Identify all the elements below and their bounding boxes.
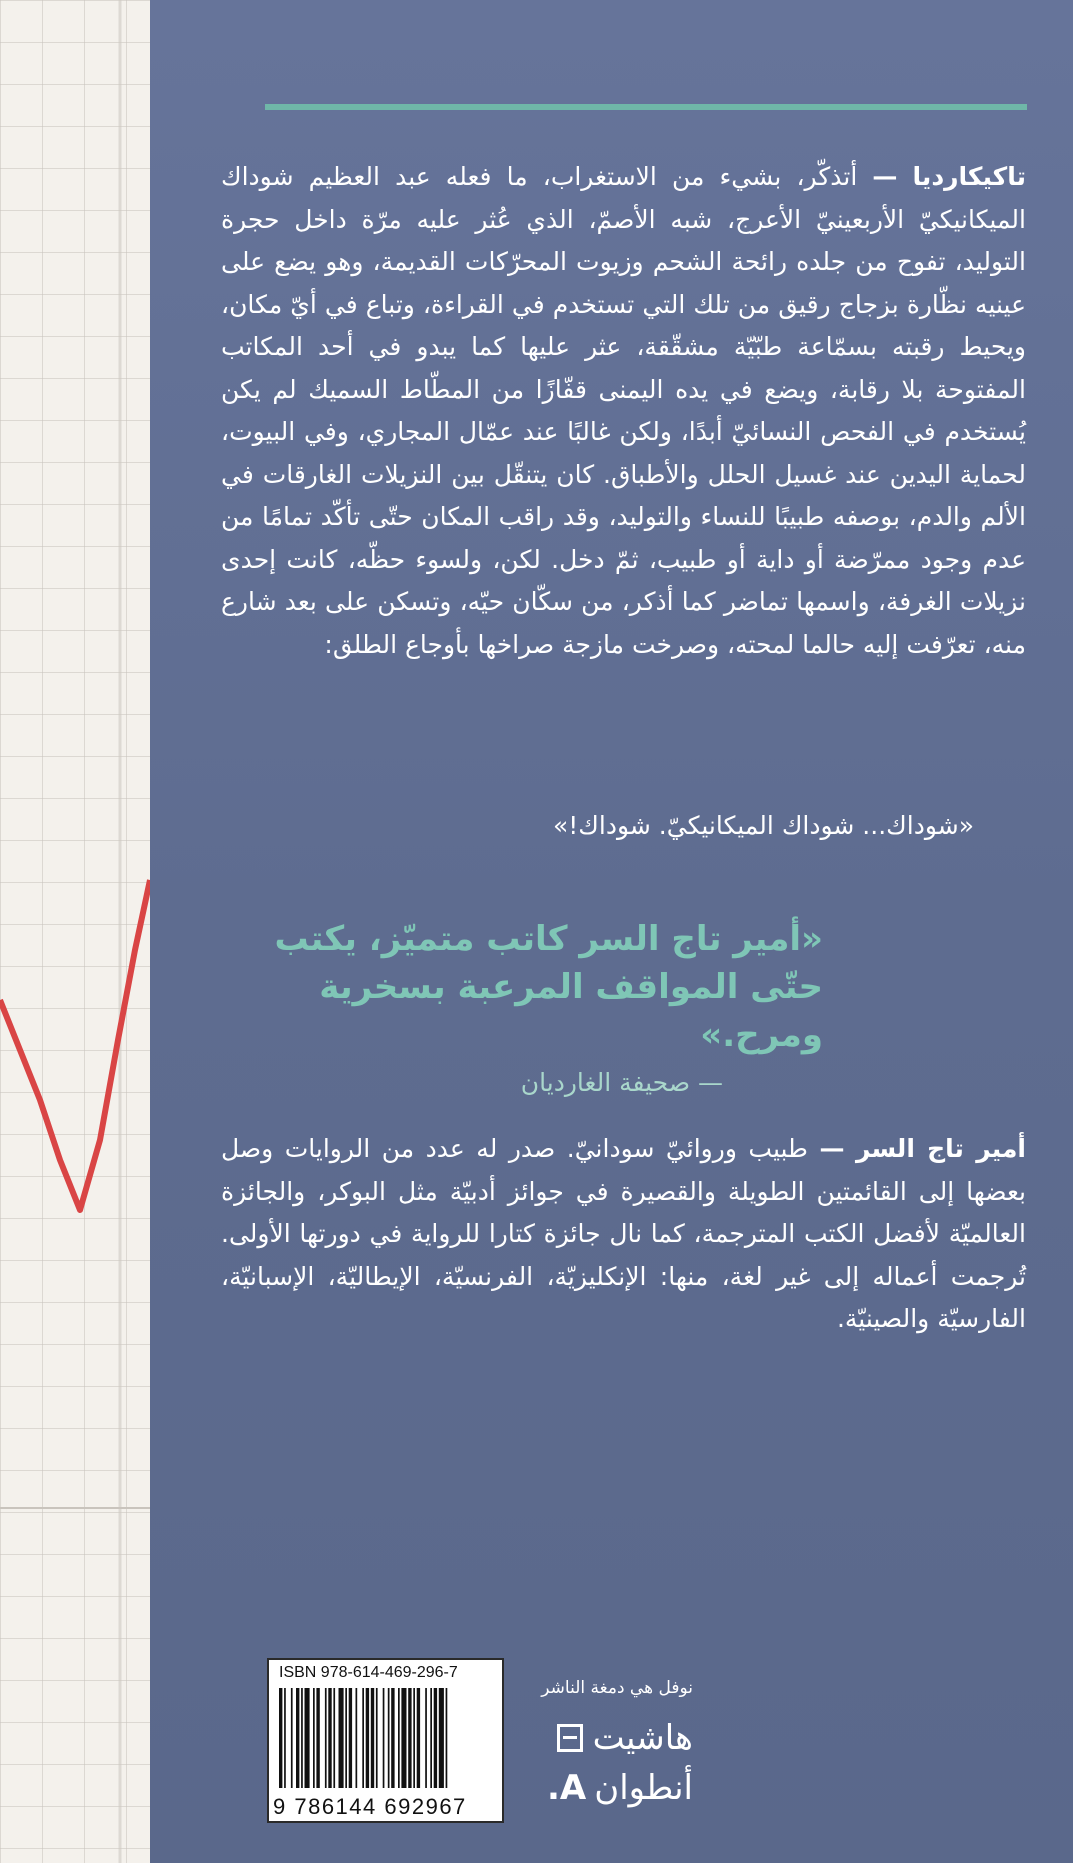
- book-excerpt: [221, 156, 1026, 666]
- publisher-name-hachette: هاشيت: [592, 1718, 693, 1758]
- bio-dash: —: [819, 1134, 845, 1163]
- publisher-name-antoine: أنطوان: [594, 1768, 693, 1808]
- publisher-logo-antoine: [547, 1768, 693, 1808]
- ecg-trace-icon: [0, 0, 150, 1863]
- author-bio: [221, 1128, 1026, 1341]
- excerpt-dash: —: [872, 162, 898, 191]
- press-review: [203, 915, 823, 1103]
- excerpt-closing-quote: «شوداك... شوداك الميكانيكيّ. شوداك!»: [552, 811, 974, 840]
- author-name: أمير تاج السر: [855, 1134, 1026, 1163]
- ecg-graph-paper: [0, 0, 150, 1863]
- hachette-h-logo-icon: [557, 1724, 583, 1752]
- excerpt-body: أتذكّر، بشيء من الاستغراب، ما فعله عبد العظيم شوداك الميكانيكيّ الأربعينيّ الأعرج، شبه الأصمّ، الذي عُثر عليه مرّة داخل حجرة التوليد، تفوح من جلده رائحة الشحم وزيوت المحرّكات القديمة، وهو يضع على عينيه نظّارة بزجاج رقيق من تلك التي تستخدم في القراءة، وتباع في أيّ مكان، ويحيط رقبته بسمّاعة طبّيّة مشقّقة، عثر عليها كما يبدو في أحد المكاتب المفتوحة بلا رقابة، ويضع في يده اليمنى قفّازًا من المطّاط السميك لم يكن يُستخدم في الفحص النسائيّ أبدًا، ولكن غالبًا عند عمّال المجاري، وفي البيوت، لحماية اليدين عند غسيل الحلل والأطباق. كان يتنقّل بين النزيلات الغارقات في الألم والدم، بوصفه طبيبًا للنساء والتوليد، وقد راقب المكان حتّى تأكّد تمامًا من عدم وجود ممرّضة أو داية أو طبيب، ثمّ دخل. لكن، ولسوء حظّه، كانت إحدى نزيلات الغرفة، واسمها تماضر كما أذكر، من سكّان حيّه، وتسكن على بعد شارع منه، تعرّفت إليه حالما لمحته، وصرخت مازجة صراخها بأوجاع الطلق:: [221, 162, 1026, 659]
- publisher-logo-hachette: [557, 1718, 693, 1758]
- review-source: — صحيفة الغارديان: [520, 1068, 723, 1097]
- isbn-number: ISBN 978-614-469-296-7: [279, 1664, 458, 1681]
- excerpt-title: تاكيكارديا: [912, 162, 1026, 191]
- bio-body: طبيب وروائيّ سودانيّ. صدر له عدد من الروايات وصل بعضها إلى القائمتين الطويلة والقصيرة في جوائز أدبيّة مثل البوكر، والجائزة العالميّة لأفضل الكتب المترجمة، كما نال جائزة كتارا للرواية في دورتها الأولى. تُرجمت أعماله إلى غير لغة، منها: الإنكليزيّة، الفرنسيّة، الإيطاليّة، الإسبانيّة، الفارسيّة والصينيّة.: [221, 1134, 1026, 1333]
- review-quote: «أمير تاج السر كاتب متميّز، يكتب حتّى المواقف المرعبة بسخرية ومرح.»: [274, 919, 823, 1055]
- barcode-icon: [277, 1688, 494, 1792]
- antoine-a-logo-icon: A.: [546, 1768, 587, 1808]
- publisher-tagline: نوفل هي دمغة الناشر: [541, 1678, 693, 1698]
- top-divider-rule: [265, 104, 1027, 110]
- isbn-barcode: [267, 1658, 504, 1823]
- barcode-digits: 9 786144 692967: [273, 1794, 467, 1819]
